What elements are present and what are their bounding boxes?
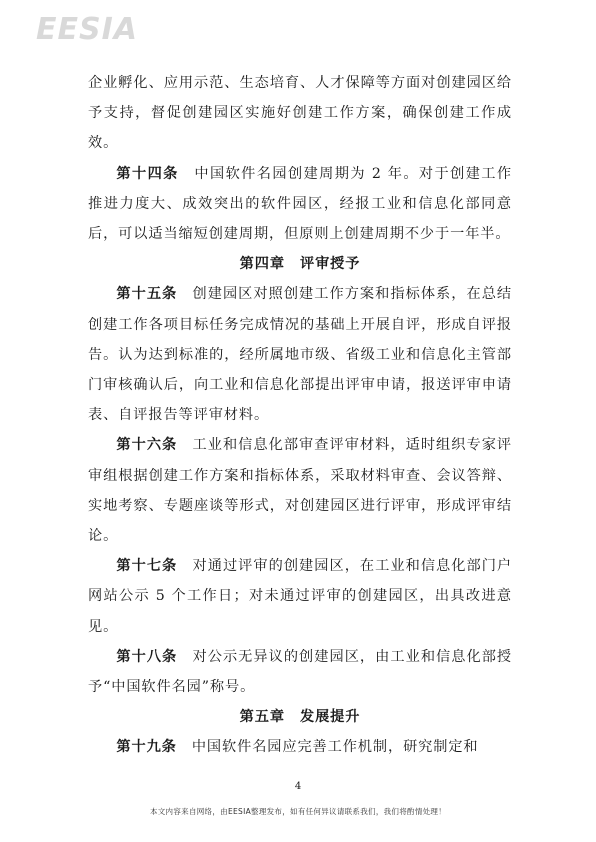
article-15 [88,279,512,430]
article-number: 第十五条 [116,286,178,303]
article-number: 第十八条 [116,648,178,665]
article-text: 创建园区对照创建工作方案和指标体系，在总结创建工作各项目标任务完成情况的基础上开展自评，形成自评报告。认为达到标准的，经所属地市级、省级工业和信息化主管部门审核确认后，向工业和信息化部提出评审申请，报送评审申请表、自评报告等评审材料。 [88,286,513,424]
paragraph-continuation: 企业孵化、应用示范、生态培育、人才保障等方面对创建园区给予支持，督促创建园区实施好创建工作方案，确保创建工作成效。 [88,75,512,152]
article-text: 中国软件名园创建周期为 2 年。对于创建工作推进力度大、成效突出的软件园区，经报工业和信息化部同意后，可以适当缩短创建周期，但原则上创建周期不少于一年半。 [88,165,512,243]
article-text: 中国软件名园应完善工作机制，研究制定和 [191,739,479,756]
page-number: 4 [294,781,302,792]
eesia-logo: EESIA [36,12,138,47]
article-text: 对通过评审的创建园区，在工业和信息化部门户网站公示 5 个工作日；对未通过评审的创建园区，出具改进意见。 [88,558,513,635]
article-number: 第十九条 [116,739,177,756]
chapter-5-title: 第五章 发展提升 [239,709,361,726]
article-17 [88,551,512,642]
article-16 [88,430,512,551]
article-14 [88,159,512,250]
article-number: 第十六条 [116,437,178,454]
article-number: 第十四条 [116,165,179,182]
article-number: 第十七条 [116,558,178,575]
article-text: 对公示无异议的创建园区，由工业和信息化部授予“中国软件名园”称号。 [88,648,513,696]
article-18 [88,642,512,702]
chapter-4-title: 第四章 评审授予 [239,256,361,273]
footer-disclaimer: 本文内容来自网络，由EESIA整理发布，如有任何异议请联系我们，我们将酌情处理！ [149,807,447,816]
document-body [88,68,512,763]
article-text: 工业和信息化部审查评审材料，适时组织专家评审组根据创建工作方案和指标体系，采取材料审查、会议答辩、实地考察、专题座谈等形式，对创建园区进行评审，形成评审结论。 [88,437,513,545]
article-19 [88,732,512,762]
